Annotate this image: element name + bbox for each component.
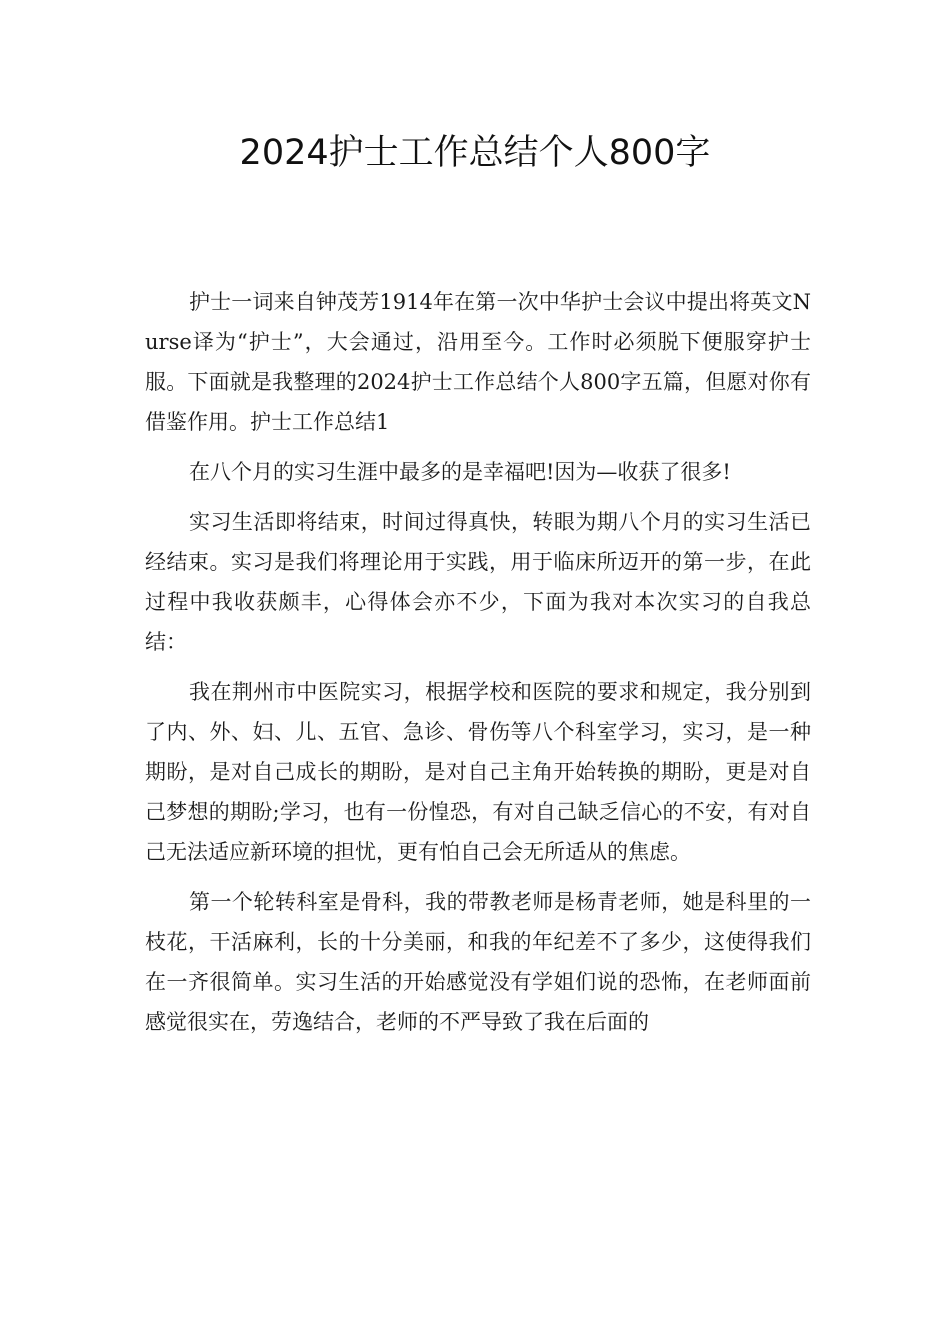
document-body: [145, 282, 811, 1052]
paragraph-internship-ending: 实习生活即将结束，时间过得真快，转眼为期八个月的实习生活已经结束。实习是我们将理论用于实践，用于临床所迈开的第一步，在此过程中我收获颇丰，心得体会亦不少，下面为我对本次实习的自我总结：: [145, 510, 811, 654]
paragraph-happiness: 在八个月的实习生涯中最多的是幸福吧!因为—收获了很多!: [189, 460, 731, 484]
paragraph-intro: 护士一词来自钟茂芳1914年在第一次中华护士会议中提出将英文Nurse译为“护士”，大会通过，沿用至今。工作时必须脱下便服穿护士服。下面就是我整理的2024护士工作总结个人800字五篇，但愿对你有借鉴作用。护士工作总结1: [145, 290, 811, 434]
paragraph-hospital-rotation: 我在荆州市中医院实习，根据学校和医院的要求和规定，我分别到了内、外、妇、儿、五官、急诊、骨伤等八个科室学习，实习，是一种期盼，是对自己成长的期盼，是对自己主角开始转换的期盼，更是对自己梦想的期盼;学习，也有一份惶恐，有对自己缺乏信心的不安，有对自己无法适应新环境的担忧，更有怕自己会无所适从的焦虑。: [145, 680, 811, 864]
document-title: 2024护士工作总结个人800字: [239, 133, 711, 173]
paragraph-orthopedics: 第一个轮转科室是骨科，我的带教老师是杨青老师，她是科里的一枝花，干活麻利，长的十分美丽，和我的年纪差不了多少，这使得我们在一齐很简单。实习生活的开始感觉没有学姐们说的恐怖，在老师面前感觉很实在，劳逸结合，老师的不严导致了我在后面的: [145, 890, 811, 1034]
